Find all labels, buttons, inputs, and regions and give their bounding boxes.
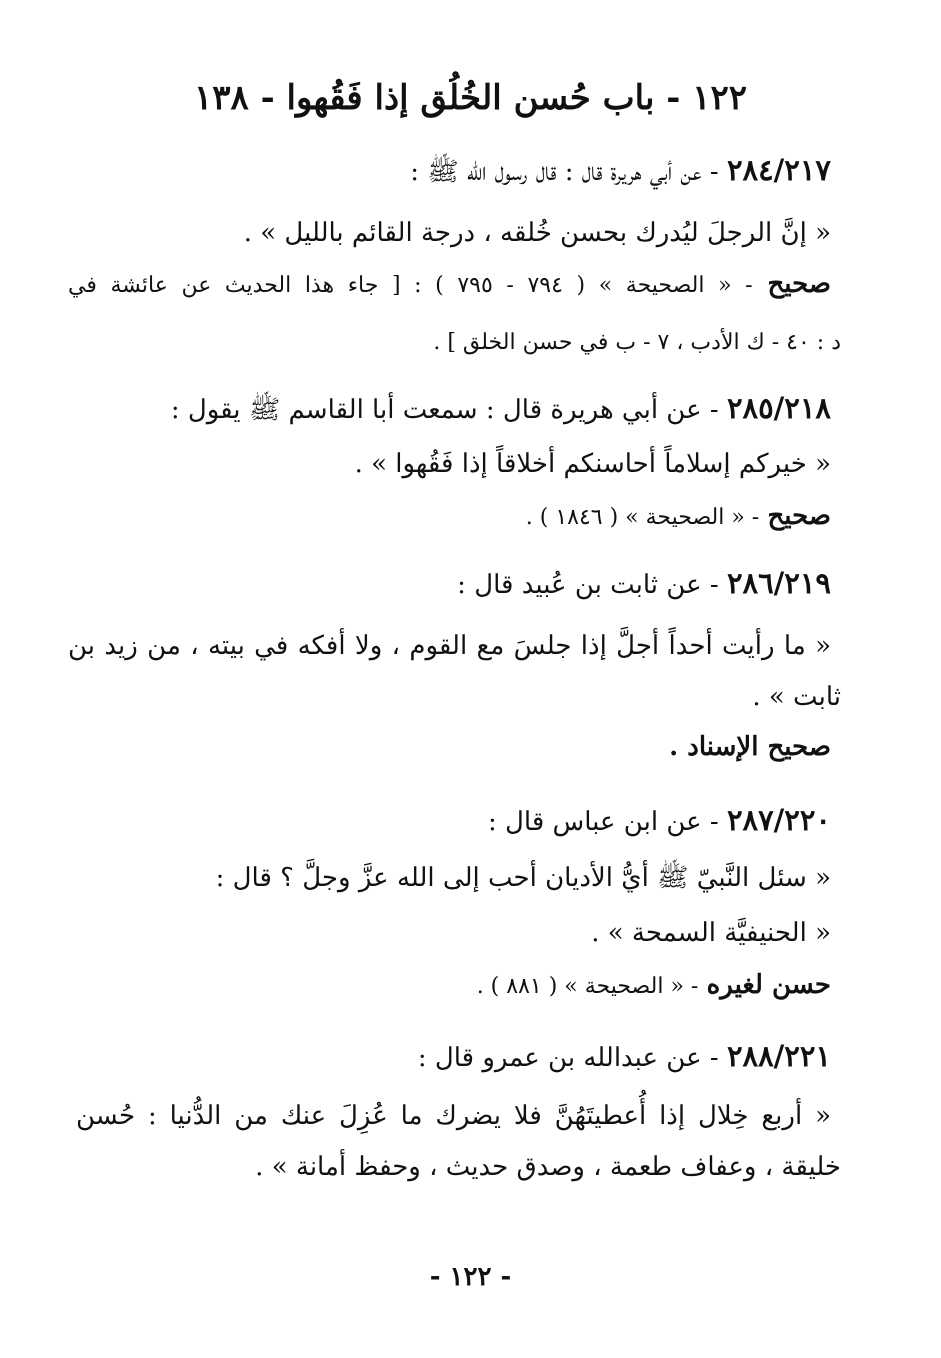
hadith-number: ٢٨٦/٢١٩ <box>726 566 831 600</box>
hadith-source: صحيح - « الصحيحة » ( ٧٩٤ - ٧٩٥ ) : [ جاء هذا الحديث عن عائشة في <box>68 269 831 299</box>
hadith-text-cont: « الحنيفيَّة السمحة » . <box>591 918 831 948</box>
hadith-number: ٢٨٧/٢٢٠ <box>726 803 831 837</box>
hadith-text-cont: ثابت » . <box>752 682 841 712</box>
hadith-isnad: ٢٨٨/٢٢١ - عن عبدالله بن عمرو قال : <box>417 1039 831 1073</box>
hadith-source: صحيح - « الصحيحة » ( ١٨٤٦ ) . <box>525 501 831 531</box>
hadith-grade: صحيح <box>767 269 831 299</box>
hadith-number: ٢٨٥/٢١٨ <box>726 391 831 425</box>
hadith-grade: صحيح <box>767 501 831 531</box>
hadith-source: حسن لغيره - « الصحيحة » ( ٨٨١ ) . <box>476 970 831 1000</box>
hadith-isnad: ٢٨٦/٢١٩ - عن ثابت بن عُبيد قال : <box>457 566 831 600</box>
hadith-grade: صحيح الإسناد . <box>669 732 831 762</box>
hadith-text: « أربع خِلال إذا أُعطيتَهُنَّ فلا يضرك ما عُزِلَ عنك من الدُّنيا : حُسن <box>76 1101 831 1131</box>
page-number: - ١٢٢ - <box>429 1262 512 1292</box>
hadith-source-cont: د : ٤٠ - ك الأدب ، ٧ - ب في حسن الخلق ] . <box>433 330 841 355</box>
hadith-isnad: ٢٨٥/٢١٨ - عن أبي هريرة قال : سمعت أبا القاسم ﷺ يقول : <box>170 391 831 425</box>
hadith-number: ٢٨٤/٢١٧ <box>726 153 831 187</box>
hadith-text: « سئل النَّبيّ ﷺ أيُّ الأديان أحب إلى الله عزَّ وجلَّ ؟ قال : <box>215 863 831 893</box>
hadith-text: « خيركم إسلاماً أحاسنكم أخلاقاً إذا فَقُهوا » . <box>354 449 831 479</box>
hadith-text-cont: خليقة ، وعفاف طعمة ، وصدق حديث ، وحفظ أمانة » . <box>255 1152 841 1182</box>
hadith-isnad: ٢٨٧/٢٢٠ - عن ابن عباس قال : <box>487 803 831 837</box>
hadith-number: ٢٨٨/٢٢١ <box>726 1039 831 1073</box>
hadith-text: « ما رأيت أحداً أجلَّ إذا جلسَ مع القوم ، ولا أفكه في بيته ، من زيد بن <box>68 631 831 661</box>
hadith-text: « إنَّ الرجلَ ليُدرك بحسن خُلقه ، درجة القائم بالليل » . <box>243 218 831 248</box>
chapter-heading: ١٢٢ - باب حُسن الخُلُق إذا فَقُهوا - ١٣٨ <box>193 78 748 118</box>
hadith-grade: حسن لغيره <box>706 970 831 1000</box>
hadith-isnad: ٢٨٤/٢١٧ - عن أبي هريرة قال : قال رسول الله ﷺ : <box>410 153 831 187</box>
